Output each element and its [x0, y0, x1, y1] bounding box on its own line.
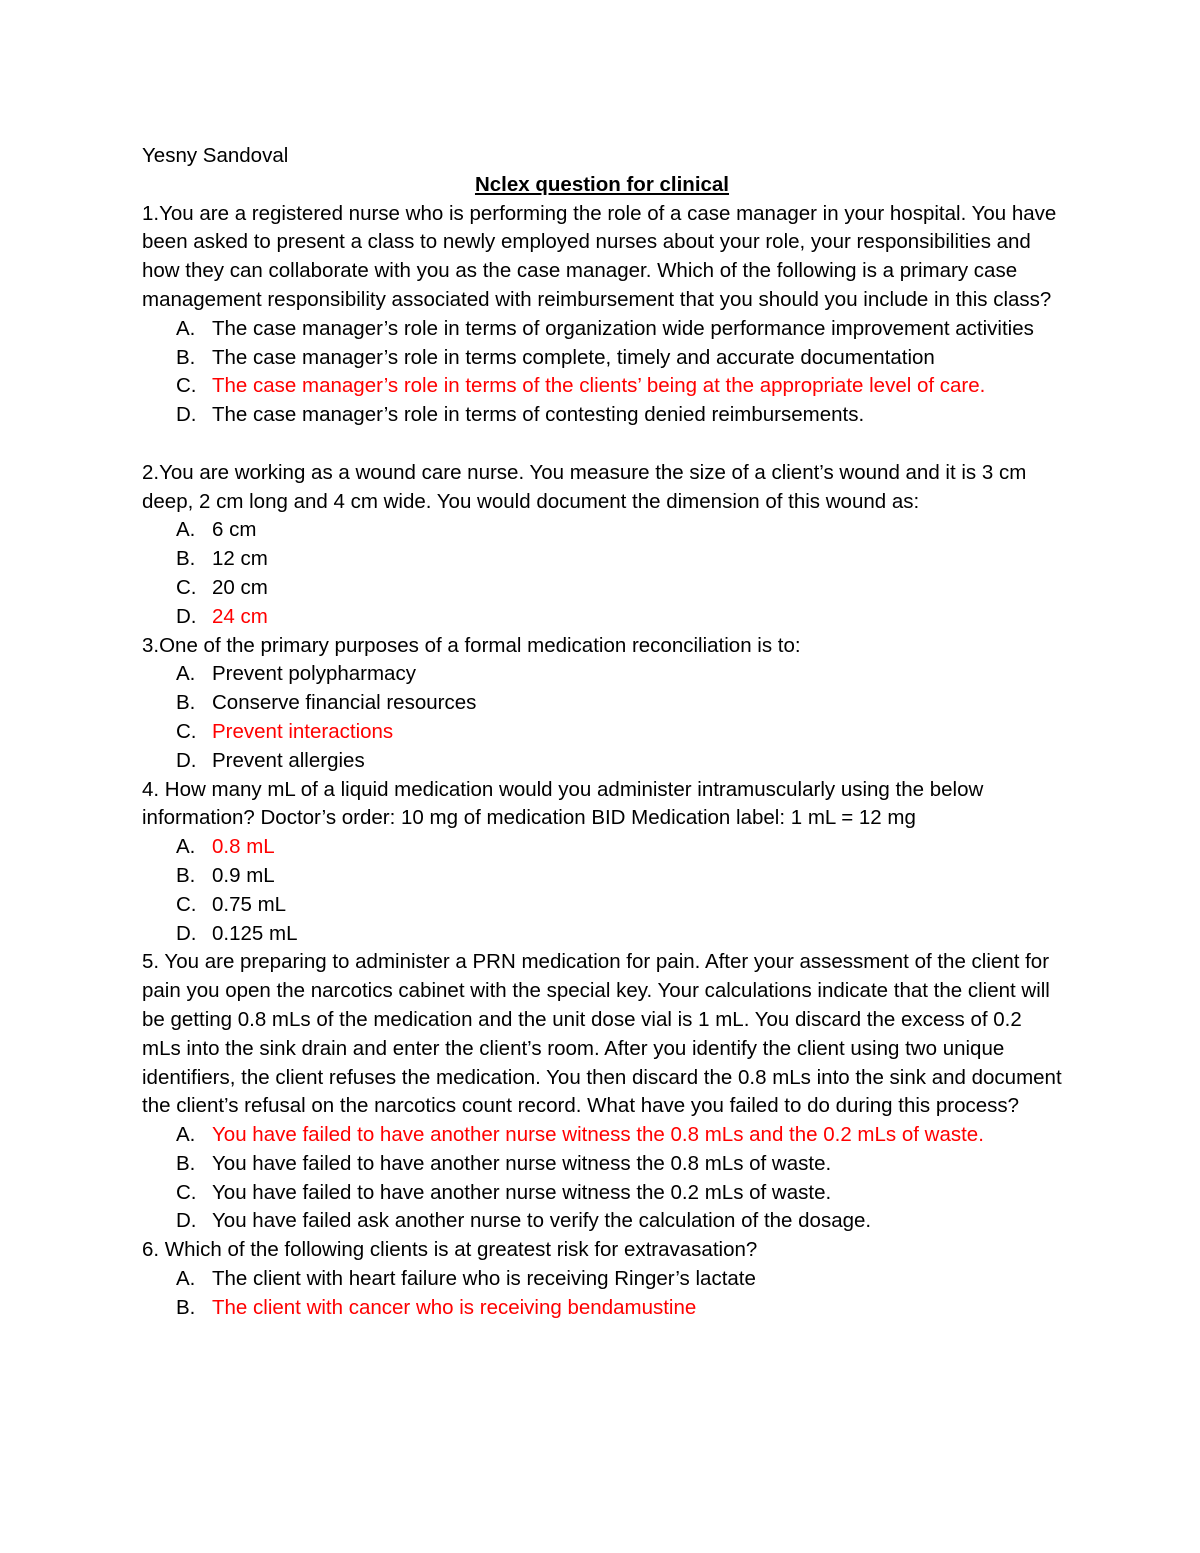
- option-letter: A.: [176, 1123, 196, 1147]
- option-6a: [142, 1265, 1062, 1294]
- option-5c: [142, 1179, 1062, 1208]
- option-1b: [142, 344, 1062, 373]
- option-text: The case manager’s role in terms of the clients’ being at the appropriate level of care.: [212, 374, 986, 398]
- option-letter: D.: [176, 604, 197, 628]
- option-text: 20 cm: [212, 575, 268, 599]
- option-letter: B.: [176, 691, 196, 715]
- option-text: You have failed to have another nurse witness the 0.8 mLs and the 0.2 mLs of waste.: [212, 1123, 984, 1147]
- option-letter: D.: [176, 921, 197, 945]
- question-5-options: [142, 1121, 1062, 1236]
- option-2c: [142, 574, 1062, 603]
- option-text: 0.9 mL: [212, 863, 275, 887]
- option-text: You have failed ask another nurse to verify the calculation of the dosage.: [212, 1209, 872, 1233]
- option-letter: C.: [176, 575, 197, 599]
- option-text: Conserve financial resources: [212, 691, 477, 715]
- option-text: 0.8 mL: [212, 835, 275, 859]
- option-letter: B.: [176, 1295, 196, 1319]
- option-letter: B.: [176, 1151, 196, 1175]
- option-letter: D.: [176, 403, 197, 427]
- option-3b: [142, 689, 1062, 718]
- option-text: 6 cm: [212, 518, 257, 542]
- option-1d: [142, 401, 1062, 430]
- blank-line: [142, 430, 1062, 459]
- option-1a: [142, 315, 1062, 344]
- option-letter: D.: [176, 1209, 197, 1233]
- option-text: You have failed to have another nurse witness the 0.2 mLs of waste.: [212, 1180, 832, 1204]
- option-4a-correct: [142, 833, 1062, 862]
- option-4b: [142, 862, 1062, 891]
- option-letter: A.: [176, 835, 196, 859]
- question-4-text: 4. How many mL of a liquid medication would you administer intramuscularly using the below information? Doctor’s order: 10 mg of medication BID Medication label: 1 mL = 12 mg: [142, 777, 984, 830]
- option-5b: [142, 1150, 1062, 1179]
- option-text: 0.75 mL: [212, 892, 287, 916]
- option-text: The client with heart failure who is receiving Ringer’s lactate: [212, 1267, 756, 1291]
- option-letter: C.: [176, 892, 197, 916]
- option-text: 12 cm: [212, 547, 268, 571]
- option-2d-correct: [142, 603, 1062, 632]
- option-letter: A.: [176, 316, 196, 340]
- question-6-options: [142, 1265, 1062, 1323]
- option-3a: [142, 660, 1062, 689]
- question-3-options: [142, 660, 1062, 775]
- option-text: Prevent interactions: [212, 719, 394, 743]
- option-text: The case manager’s role in terms of contesting denied reimbursements.: [212, 403, 865, 427]
- question-2-text: 2.You are working as a wound care nurse. You measure the size of a client’s wound and it is 3 cm deep, 2 cm long and 4 cm wide. You would document the dimension of this wound as:: [142, 460, 1027, 513]
- option-letter: B.: [176, 547, 196, 571]
- option-text: 24 cm: [212, 604, 268, 628]
- option-letter: C.: [176, 719, 197, 743]
- option-5d: [142, 1207, 1062, 1236]
- option-letter: B.: [176, 345, 196, 369]
- option-6b-correct: [142, 1294, 1062, 1323]
- document-title: Nclex question for clinical: [474, 172, 730, 196]
- question-5-text: 5. You are preparing to administer a PRN medication for pain. After your assessment of the client for pain you open the narcotics cabinet with the special key. Your calculations indicate that the client will be getting 0.8 mLs of the medication and the unit dose vial is 1 mL. You discard the excess of 0.2 mLs into the sink drain and enter the client’s room. After you identify the client using two unique identifiers, the client refuses the medication. You then discard the 0.8 mLs into the sink and document the client’s refusal on the narcotics count record. What have you failed to do during this process?: [142, 950, 1062, 1118]
- option-3d: [142, 747, 1062, 776]
- option-letter: C.: [176, 1180, 197, 1204]
- question-4-options: [142, 833, 1062, 948]
- option-3c-correct: [142, 718, 1062, 747]
- option-letter: A.: [176, 662, 196, 686]
- question-2-options: [142, 516, 1062, 631]
- option-letter: B.: [176, 863, 196, 887]
- option-4c: [142, 891, 1062, 920]
- question-3-text: 3.One of the primary purposes of a formal medication reconciliation is to:: [142, 633, 801, 657]
- question-1-text: 1.You are a registered nurse who is performing the role of a case manager in your hospital. You have been asked to present a class to newly employed nurses about your role, your responsibilities and how they can collaborate with you as the case manager. Which of the following is a primary case management responsibility associated with reimbursement that you should you include in this class?: [142, 201, 1057, 311]
- option-letter: A.: [176, 518, 196, 542]
- option-2a: [142, 516, 1062, 545]
- option-text: Prevent allergies: [212, 748, 365, 772]
- option-text: Prevent polypharmacy: [212, 662, 416, 686]
- option-text: The client with cancer who is receiving bendamustine: [212, 1295, 697, 1319]
- author-name: Yesny Sandoval: [142, 144, 289, 167]
- option-text: The case manager’s role in terms of organization wide performance improvement activities: [212, 316, 1034, 340]
- option-2b: [142, 545, 1062, 574]
- question-6-text: 6. Which of the following clients is at greatest risk for extravasation?: [142, 1238, 758, 1262]
- option-text: You have failed to have another nurse witness the 0.8 mLs of waste.: [212, 1151, 832, 1175]
- option-letter: D.: [176, 748, 197, 772]
- option-5a-correct: [142, 1121, 1062, 1150]
- option-text: 0.125 mL: [212, 921, 298, 945]
- question-1-options: [142, 315, 1062, 430]
- option-letter: C.: [176, 374, 197, 398]
- option-4d: [142, 920, 1062, 949]
- option-text: The case manager’s role in terms complete, timely and accurate documentation: [212, 345, 935, 369]
- document-body: [142, 142, 1062, 1323]
- option-1c-correct: [142, 372, 1062, 401]
- option-letter: A.: [176, 1267, 196, 1291]
